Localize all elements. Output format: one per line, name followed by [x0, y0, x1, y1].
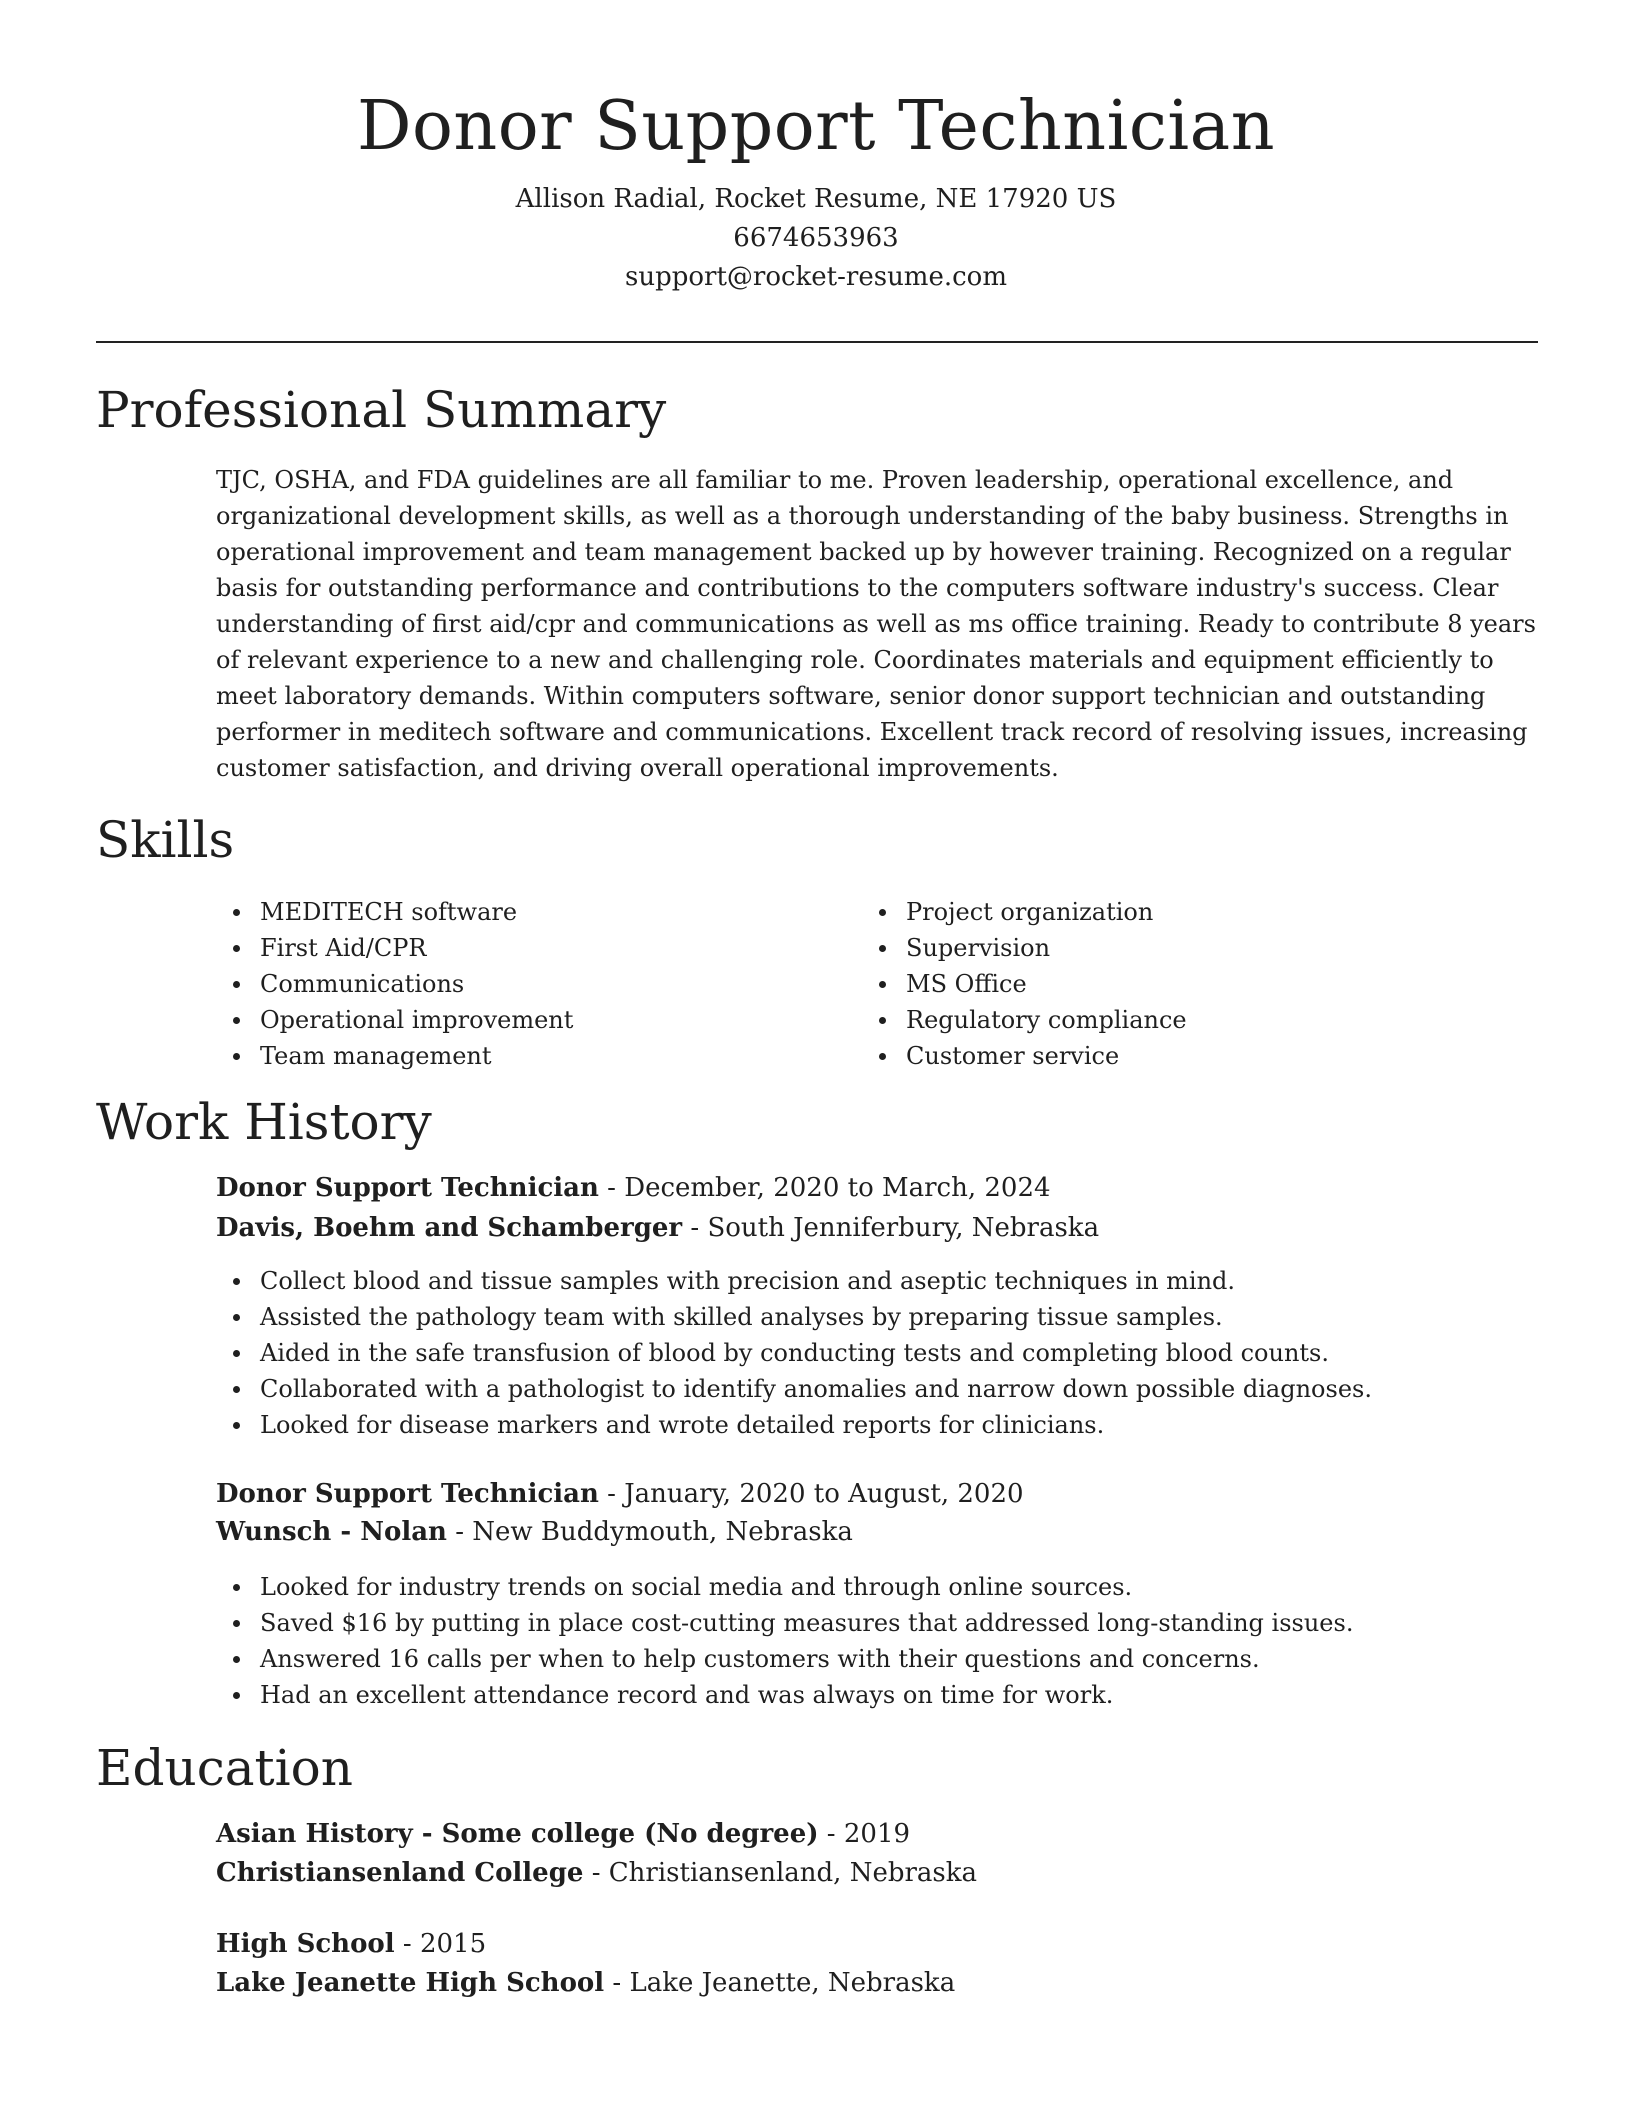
- skill-item: Regulatory compliance: [862, 1002, 1482, 1038]
- job-company: Davis, Boehm and Schamberger: [216, 1213, 683, 1243]
- document-title: Donor Support Technician: [356, 87, 1276, 166]
- contact-email: support@rocket-resume.com: [624, 262, 1007, 292]
- skills-column-right: [862, 894, 1482, 1074]
- skill-item: Team management: [216, 1038, 836, 1074]
- education-year: - 2015: [394, 1929, 487, 1959]
- duty-item: Collect blood and tissue samples with precision and aseptic techniques in mind.: [216, 1263, 1536, 1299]
- resume-header: [0, 82, 1632, 297]
- contact-address: Allison Radial, Rocket Resume, NE 17920 US: [515, 184, 1117, 214]
- education-school: Lake Jeanette High School: [216, 1968, 605, 1998]
- job-title-line: [216, 1474, 1024, 1514]
- education-degree: High School: [216, 1929, 395, 1959]
- skills-column-left: [216, 894, 836, 1074]
- header-divider: [96, 341, 1538, 343]
- duty-item: Saved $16 by putting in place cost-cutting measures that addressed long-standing issues.: [216, 1605, 1536, 1641]
- job-dates: - December, 2020 to March, 2024: [598, 1173, 1051, 1203]
- job-title: Donor Support Technician: [216, 1173, 599, 1203]
- skill-item: Customer service: [862, 1038, 1482, 1074]
- job-title-line: [216, 1168, 1051, 1208]
- skills-list-left: [216, 894, 836, 1074]
- duty-item: Looked for disease markers and wrote detailed reports for clinicians.: [216, 1407, 1536, 1443]
- duty-item: Looked for industry trends on social media and through online sources.: [216, 1569, 1536, 1605]
- skill-item: Project organization: [862, 894, 1482, 930]
- education-school: Christiansenland College: [216, 1858, 584, 1888]
- skill-item: Communications: [216, 966, 836, 1002]
- section-title-work: Work History: [96, 1093, 432, 1151]
- job-location: - New Buddymouth, Nebraska: [446, 1517, 853, 1547]
- education-location: - Christiansenland, Nebraska: [583, 1858, 978, 1888]
- job-company-line: [216, 1512, 853, 1552]
- job-duties: [216, 1569, 1536, 1713]
- duty-item: Aided in the safe transfusion of blood by conducting tests and completing blood counts.: [216, 1335, 1536, 1371]
- education-degree-line: [216, 1814, 910, 1854]
- duty-item: Had an excellent attendance record and was always on time for work.: [216, 1677, 1536, 1713]
- education-degree: Asian History - Some college (No degree): [216, 1819, 819, 1849]
- skill-item: Operational improvement: [216, 1002, 836, 1038]
- duty-item: Collaborated with a pathologist to identify anomalies and narrow down possible diagnoses.: [216, 1371, 1536, 1407]
- job-dates: - January, 2020 to August, 2020: [598, 1479, 1024, 1509]
- job-company-line: [216, 1208, 1099, 1248]
- job-duties-list: [216, 1263, 1536, 1443]
- education-year: - 2019: [818, 1819, 911, 1849]
- skill-item: MEDITECH software: [216, 894, 836, 930]
- skills-list-right: [862, 894, 1482, 1074]
- education-school-line: [216, 1853, 977, 1893]
- education-location: - Lake Jeanette, Nebraska: [604, 1968, 956, 1998]
- contact-phone: 6674653963: [733, 223, 899, 253]
- duty-item: Answered 16 calls per when to help customers with their questions and concerns.: [216, 1641, 1536, 1677]
- job-location: - South Jenniferbury, Nebraska: [682, 1213, 1100, 1243]
- section-title-skills: Skills: [96, 811, 235, 869]
- job-duties: [216, 1263, 1536, 1443]
- section-title-education: Education: [96, 1739, 353, 1797]
- duty-item: Assisted the pathology team with skilled analyses by preparing tissue samples.: [216, 1299, 1536, 1335]
- job-title: Donor Support Technician: [216, 1479, 599, 1509]
- skill-item: First Aid/CPR: [216, 930, 836, 966]
- job-company: Wunsch - Nolan: [216, 1517, 447, 1547]
- skill-item: MS Office: [862, 966, 1482, 1002]
- skill-item: Supervision: [862, 930, 1482, 966]
- summary-paragraph: TJC, OSHA, and FDA guidelines are all familiar to me. Proven leadership, operational excellence, and organizational development skills, as well as a thorough understanding of the baby business. Strengths in operational improvement and team management backed up by however training. Recognized on a regular basis for outstanding performance and contributions to the computers software industry's success. Clear understanding of first aid/cpr and communications as well as ms office training. Ready to contribute 8 years of relevant experience to a new and challenging role. Coordinates materials and equipment efficiently to meet laboratory demands. Within computers software, senior donor support technician and outstanding performer in meditech software and communications. Excellent track record of resolving issues, increasing customer satisfaction, and driving overall operational improvements.: [216, 466, 1536, 782]
- section-title-summary: Professional Summary: [96, 381, 667, 439]
- education-school-line: [216, 1963, 955, 2003]
- job-duties-list: [216, 1569, 1536, 1713]
- contact-info: [0, 180, 1632, 297]
- education-degree-line: [216, 1924, 486, 1964]
